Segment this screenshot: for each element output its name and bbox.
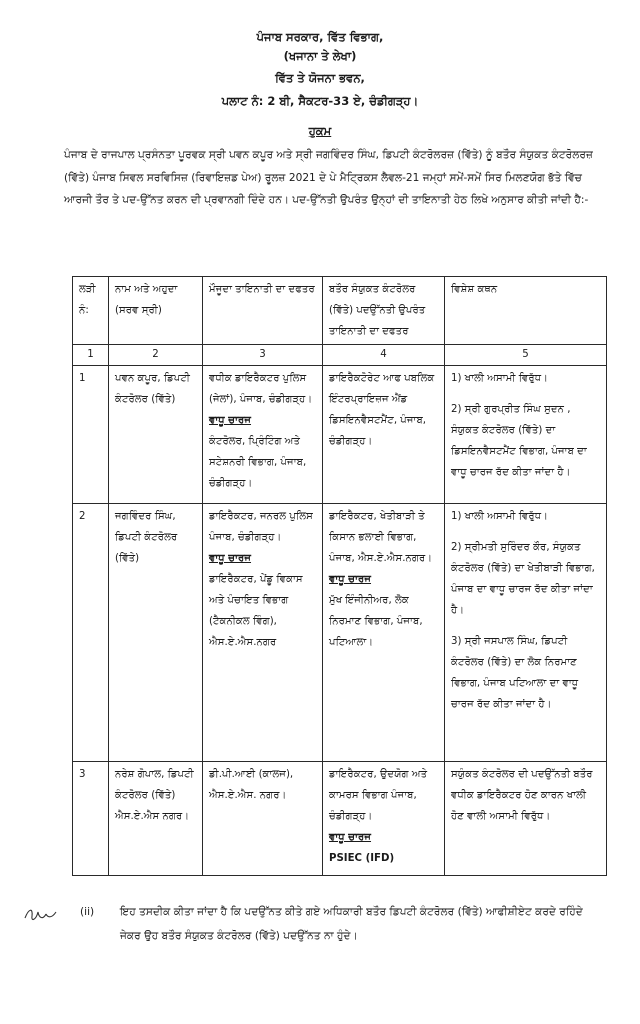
note-paragraph: ਇਹ ਤਸਦੀਕ ਕੀਤਾ ਜਾਂਦਾ ਹੈ ਕਿ ਪਦਉੱਨਤ ਕੀਤੇ ਗਏ ਅਧਿਕਾਰੀ ਬਤੌਰ ਡਿਪਟੀ ਕੰਟਰੋਲਰ (ਵਿੱਤੇ) ਆਫੀਸ਼ੀਏਟ ਕਰਦੇ ਰਹਿੰਦੇ ਜੇਕਰ ਉਹ ਬਤੌਰ ਸੰਯੁਕਤ ਕੰਟਰੋਲਰ (ਵਿੱਤੇ) ਪਦਉੱਨਤ ਨਾ ਹੁੰਦੇ। — [120, 906, 583, 942]
remark: 1) ਖਾਲੀ ਅਸਾਮੀ ਵਿਰੁੱਧ। — [451, 511, 548, 522]
remark: 3) ਸ੍ਰੀ ਜਸਪਾਲ ਸਿੰਘ, ਡਿਪਟੀ ਕੰਟਰੋਲਰ (ਵਿੱਤੇ) ਦਾ ਲੋਕ ਨਿਰਮਾਣ ਵਿਭਾਗ, ਪੰਜਾਬ ਪਟਿਆਲਾ ਦਾ ਵਾਧੂ ਚਾਰਜ ਰੱਦ ਕੀਤਾ ਜਾਂਦਾ ਹੈ। — [451, 636, 579, 710]
current-posting-cell — [203, 762, 323, 876]
serial-number: 3 — [73, 762, 109, 876]
officer-name: ਪਵਨ ਕਪੂਰ, ਡਿਪਟੀ ਕੰਟਰੋਲਰ (ਵਿੱਤੇ) — [109, 366, 203, 504]
current-posting-cell — [203, 366, 323, 504]
remark: 1) ਖਾਲੀ ਅਸਾਮੀ ਵਿਰੁੱਧ। — [451, 373, 548, 384]
remarks-cell — [445, 504, 607, 762]
additional-charge-office: ਕੰਟਰੋਲਰ, ਪ੍ਰਿੰਟਿੰਗ ਅਤੇ ਸਟੇਸ਼ਨਰੀ ਵਿਭਾਗ, ਪੰਜਾਬ, ਚੰਡੀਗੜ੍ਹ। — [209, 436, 307, 489]
header-cell: ਮੌਜੂਦਾ ਤਾਇਨਾਤੀ ਦਾ ਦਫਤਰ — [203, 277, 323, 345]
header-line-1: ਪੰਜਾਬ ਸਰਕਾਰ, ਵਿੱਤ ਵਿਭਾਗ, — [256, 30, 384, 44]
intro-paragraph: ਪੰਜਾਬ ਦੇ ਰਾਜਪਾਲ ਪ੍ਰਸੰਨਤਾ ਪੂਰਵਕ ਸ੍ਰੀ ਪਵਨ ਕਪੂਰ ਅਤੇ ਸ੍ਰੀ ਜਗਵਿੰਦਰ ਸਿੰਘ, ਡਿਪਟੀ ਕੰਟਰੋਲਰਜ਼ (ਵਿੱਤੇ) ਨੂੰ ਬਤੌਰ ਸੰਯੁਕਤ ਕੰਟਰੋਲਰਜ਼ (ਵਿੱਤੇ) ਪੰਜਾਬ ਸਿਵਲ ਸਰਵਿਸਿਜ਼ (ਰਿਵਾਇਜ਼ਡ ਪੇਅ) ਰੂਲਜ਼ 2021 ਦੇ ਪੇ ਮੈਟ੍ਰਿਕਸ ਲੈਵਲ-21 ਜਮ੍ਹਾਂ ਸਮੇਂ-ਸਮੇਂ ਸਿਰ ਮਿਲਣਯੋਗ ਭੱਤੇ ਵਿੱਚ ਆਰਜੀ ਤੌਰ ਤੇ ਪਦ-ਉੱਨਤ ਕਰਨ ਦੀ ਪ੍ਰਵਾਨਗੀ ਦਿੰਦੇ ਹਨ। ਪਦ-ਉੱਨਤੀ ਉਪਰੰਤ ਉਨ੍ਹਾਂ ਦੀ ਤਾਇਨਾਤੀ ਹੇਠ ਲਿਖੇ ਅਨੁਸਾਰ ਕੀਤੀ ਜਾਂਦੀ ਹੈ:- — [64, 149, 593, 206]
additional-charge-office: ਡਾਇਰੈਕਟਰ, ਪੇਂਡੂ ਵਿਕਾਸ ਅਤੇ ਪੰਚਾਇਤ ਵਿਭਾਗ (ਟੈਕਨੀਕਲ ਵਿੰਗ), ਐਸ.ਏ.ਐਸ.ਨਗਰ — [209, 574, 303, 648]
current-posting-cell — [203, 504, 323, 762]
serial-number: 1 — [73, 366, 109, 504]
header-line-4: ਪਲਾਟ ਨੰ: 2 ਬੀ, ਸੈਕਟਰ-33 ਏ, ਚੰਡੀਗੜ੍ਹ। — [221, 94, 419, 108]
additional-charge-label: ਵਾਧੂ ਚਾਰਜ — [329, 574, 372, 585]
remark: ਸਯੁੰਕਤ ਕੰਟਰੋਲਰ ਦੀ ਪਦਉੱਨਤੀ ਬਤੌਰ ਵਧੀਕ ਡਾਇਰੈਕਟਰ ਹੋਣ ਕਾਰਨ ਖਾਲੀ ਹੋਣ ਵਾਲੀ ਅਸਾਮੀ ਵਿਰੁੱਧ। — [451, 769, 593, 822]
column-number: 3 — [203, 345, 323, 366]
additional-charge-office: ਮੁੱਖ ਇੰਜੀਨੀਅਰ, ਲੋਕ ਨਿਰਮਾਣ ਵਿਭਾਗ, ਪੰਜਾਬ, ਪਟਿਆਲਾ। — [329, 595, 423, 648]
remarks-cell — [445, 366, 607, 504]
column-number: 2 — [109, 345, 203, 366]
column-number: 1 — [73, 345, 109, 366]
officer-name: ਨਰੇਸ਼ ਗੋਪਾਲ, ਡਿਪਟੀ ਕੰਟਰੋਲਰ (ਵਿੱਤੇ) ਐਸ.ਏ.ਐਸ ਨਗਰ। — [109, 762, 203, 876]
initials-mark — [22, 902, 62, 926]
column-number: 4 — [323, 345, 445, 366]
new-posting-cell — [323, 366, 445, 504]
table-header-row — [73, 277, 607, 345]
additional-charge-label: ਵਾਧੂ ਚਾਰਜ — [209, 415, 252, 426]
posting-table — [72, 276, 607, 876]
new-posting-cell — [323, 504, 445, 762]
officer-name: ਜਗਵਿੰਦਰ ਸਿੰਘ, ਡਿਪਟੀ ਕੰਟਰੋਲਰ (ਵਿੱਤੇ) — [109, 504, 203, 762]
remarks-cell — [445, 762, 607, 876]
header-line-2: (ਖਜਾਨਾ ਤੇ ਲੇਖਾ) — [283, 49, 357, 63]
additional-charge-label: ਵਾਧੂ ਚਾਰਜ — [209, 553, 252, 564]
new-posting: ਡਾਇਰੈਕਟੋਰੇਟ ਆਫ ਪਬਲਿਕ ਇੰਟਰਪ੍ਰਾਇਜ਼ਜ ਐਂਡ ਡਿਸਇਨਵੈਸਟਮੈਂਟ, ਪੰਜਾਬ, ਚੰਡੀਗੜ੍ਹ। — [329, 373, 435, 447]
new-posting: ਡਾਇਰੈਕਟਰ, ਉਦਯੋਗ ਅਤੇ ਕਾਮਰਸ ਵਿਭਾਗ ਪੰਜਾਬ, ਚੰਡੀਗੜ੍ਹ। — [329, 769, 428, 822]
header-cell: ਵਿਸ਼ੇਸ਼ ਕਥਨ — [445, 277, 607, 345]
current-posting: ਡਾਇਰੈਕਟਰ, ਜਨਰਲ ਪੁਲਿਸ ਪੰਜਾਬ, ਚੰਡੀਗੜ੍ਹ। — [209, 511, 313, 543]
additional-charge-office: PSIEC (IFD) — [329, 853, 395, 864]
header-line-3: ਵਿੱਤ ਤੇ ਯੋਜਨਾ ਭਵਨ, — [275, 71, 365, 85]
header-cell: ਬਤੌਰ ਸੰਯੁਕਤ ਕੰਟਰੋਲਰ (ਵਿੱਤੇ) ਪਦਉੱਨਤੀ ਉਪਰੰਤ ਤਾਇਨਾਤੀ ਦਾ ਦਫਤਰ — [323, 277, 445, 345]
header-cell: ਲੜੀ ਨੰ: — [73, 277, 109, 345]
new-posting-cell — [323, 762, 445, 876]
table-row — [73, 762, 607, 876]
additional-charge-label: ਵਾਧੂ ਚਾਰਜ — [329, 832, 372, 843]
new-posting: ਡਾਇਰੈਕਟਰ, ਖੇਤੀਬਾੜੀ ਤੇ ਕਿਸਾਨ ਭਲਾਈ ਵਿਭਾਗ, ਪੰਜਾਬ, ਐਸ.ਏ.ਐਸ.ਨਗਰ। — [329, 511, 433, 564]
table-row — [73, 366, 607, 504]
column-number-row — [73, 345, 607, 366]
remark: 2) ਸ੍ਰੀ ਗੁਰਪ੍ਰੀਤ ਸਿੰਘ ਸੁਦਨ , ਸੰਯੁਕਤ ਕੰਟਰੋਲਰ (ਵਿੱਤੇ) ਦਾ ਡਿਸਇਨਵੈਸਟਮੈਂਟ ਵਿਭਾਗ, ਪੰਜਾਬ ਦਾ ਵਾਧੂ ਚਾਰਜ ਰੱਦ ਕੀਤਾ ਜਾਂਦਾ ਹੈ। — [451, 404, 587, 478]
note-number: (ii) — [80, 906, 95, 918]
serial-number: 2 — [73, 504, 109, 762]
current-posting: ਵਧੀਕ ਡਾਇਰੈਕਟਰ ਪੁਲਿਸ (ਜੇਲਾਂ), ਪੰਜਾਬ, ਚੰਡੀਗੜ੍ਹ। — [209, 373, 313, 405]
order-title: ਹੁਕਮ — [308, 124, 332, 138]
column-number: 5 — [445, 345, 607, 366]
remark: 2) ਸ੍ਰੀਮਤੀ ਸੁਰਿੰਦਰ ਕੌਰ, ਸੰਯੁਕਤ ਕੰਟਰੋਲਰ (ਵਿੱਤੇ) ਦਾ ਖੇਤੀਬਾੜੀ ਵਿਭਾਗ, ਪੰਜਾਬ ਦਾ ਵਾਧੂ ਚਾਰਜ ਰੱਦ ਕੀਤਾ ਜਾਂਦਾ ਹੈ। — [451, 542, 595, 616]
header-cell: ਨਾਮ ਅਤੇ ਅਹੁਦਾ (ਸਰਵ ਸ੍ਰੀ) — [109, 277, 203, 345]
table-row — [73, 504, 607, 762]
current-posting: ਡੀ.ਪੀ.ਆਈ (ਕਾਲਜ), ਐਸ.ਏ.ਐਸ. ਨਗਰ। — [209, 769, 294, 801]
